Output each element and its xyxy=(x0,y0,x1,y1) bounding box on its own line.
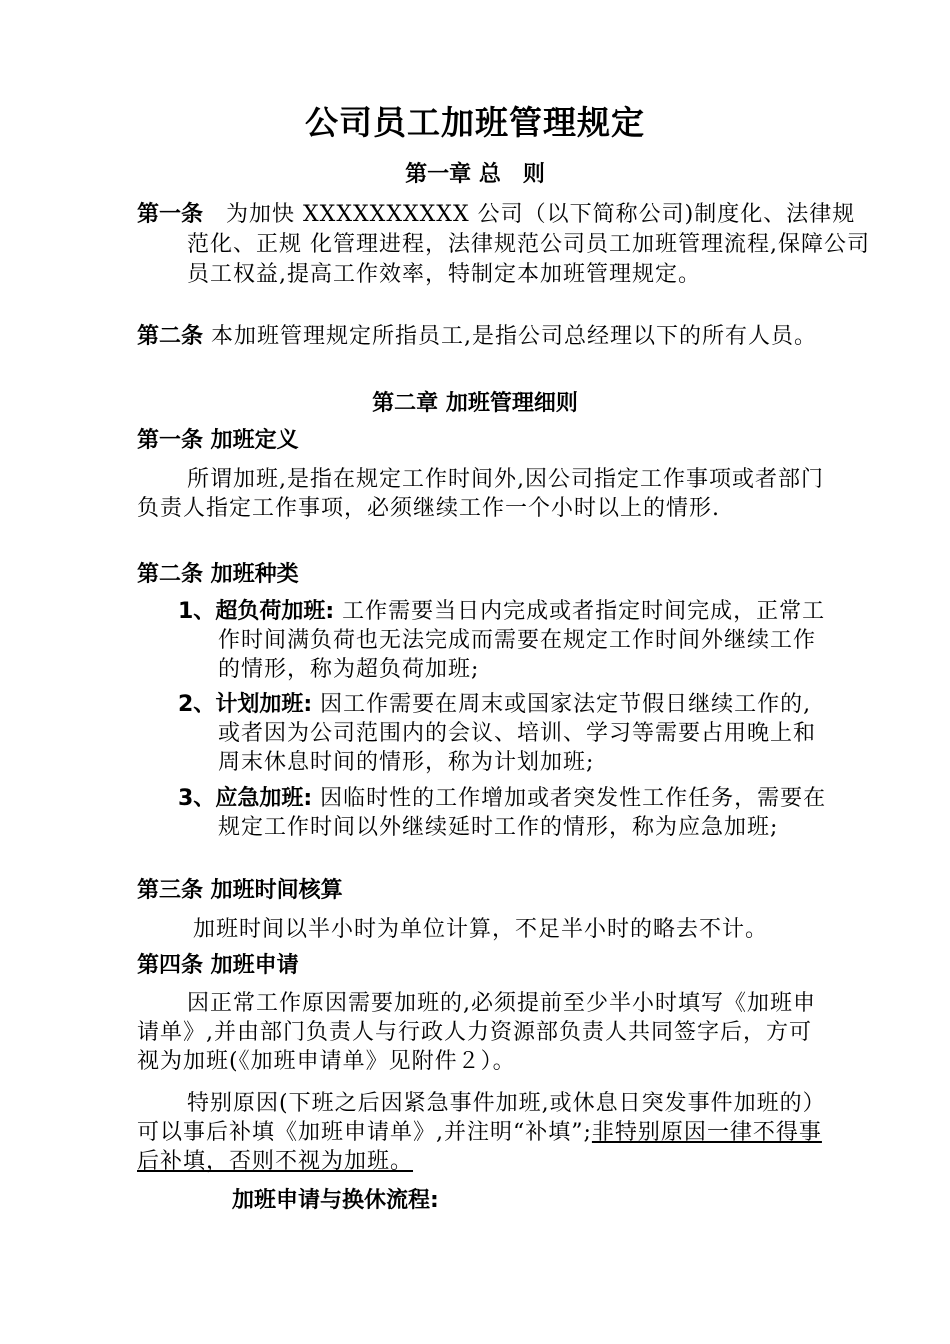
chapter1-article-1 xyxy=(137,200,877,290)
item-text: 工作需要当日内完成或者指定时间完成，正常工作时间满负荷也无法完成而需要在规定工作时间外继续工作的情形，称为超负荷加班; xyxy=(218,599,826,682)
document-title: 公司员工加班管理规定 xyxy=(305,103,645,142)
para-underlined-text: 非特别原因一律不得事后补填，否则不视为加班。 xyxy=(137,1120,822,1174)
overtime-type-item-3 xyxy=(178,784,833,842)
item-number: 2、 xyxy=(178,692,216,717)
section-accounting-text: 加班时间以半小时为单位计算，不足半小时的略去不计。 xyxy=(193,917,769,942)
section-application-para-2 xyxy=(137,1089,827,1176)
flow-heading: 加班申请与换休流程: xyxy=(232,1188,439,1213)
article-label: 第二条 xyxy=(137,324,204,349)
item-text: 因临时性的工作增加或者突发性工作任务，需要在规定工作时间以外继续延时工作的情形，称为应急加班; xyxy=(218,786,827,840)
item-text: 因工作需要在周末或国家法定节假日继续工作的,或者因为公司范围内的会议、培训、学习等需要占用晚上和周末休息时间的情形，称为计划加班; xyxy=(218,692,817,775)
section-application-para-1: 因正常工作原因需要加班的,必须提前至少半小时填写《加班申请单》,并由部门负责人与行政人力资源部负责人共同签字后，方可视为加班(《加班申请单》见附件２）。 xyxy=(137,991,816,1074)
article-text: 为加快 XXXXXXXXXX 公司（以下简称公司)制度化、法律规范化、正规 化管理进程，法律规范公司员工加班管理流程,保障公司员工权益,提高工作效率，特制定本加班管理规定。 xyxy=(187,202,870,287)
article-label: 第一条 xyxy=(137,202,204,227)
section-types-heading: 第二条 加班种类 xyxy=(137,562,299,587)
section-accounting-heading: 第三条 加班时间核算 xyxy=(137,878,343,903)
chapter-1-heading: 第一章 总 则 xyxy=(405,162,545,187)
section-definition-heading: 第一条 加班定义 xyxy=(137,428,299,453)
article-text: 本加班管理规定所指员工,是指公司总经理以下的所有人员。 xyxy=(203,324,818,349)
para-plain-text: 特别原因(下班之后因紧急事件加班,或休息日突发事件加班的）可以事后补填《加班申请单》,并注明“补填”; xyxy=(137,1091,826,1145)
item-number: 1、 xyxy=(178,599,216,624)
chapter-2-heading: 第二章 加班管理细则 xyxy=(372,391,578,416)
section-application-heading: 第四条 加班申请 xyxy=(137,953,299,978)
section-definition-text: 所谓加班,是指在规定工作时间外,因公司指定工作事项或者部门负责人指定工作事项，必须继续工作一个小时以上的情形. xyxy=(137,467,824,521)
item-term: 计划加班: xyxy=(215,692,313,717)
overtime-type-item-1 xyxy=(178,597,833,684)
item-number: 3、 xyxy=(178,786,216,811)
item-term: 应急加班: xyxy=(215,786,313,811)
chapter1-article-2 xyxy=(137,322,877,352)
item-term: 超负荷加班: xyxy=(215,599,335,624)
overtime-type-item-2 xyxy=(178,690,833,777)
